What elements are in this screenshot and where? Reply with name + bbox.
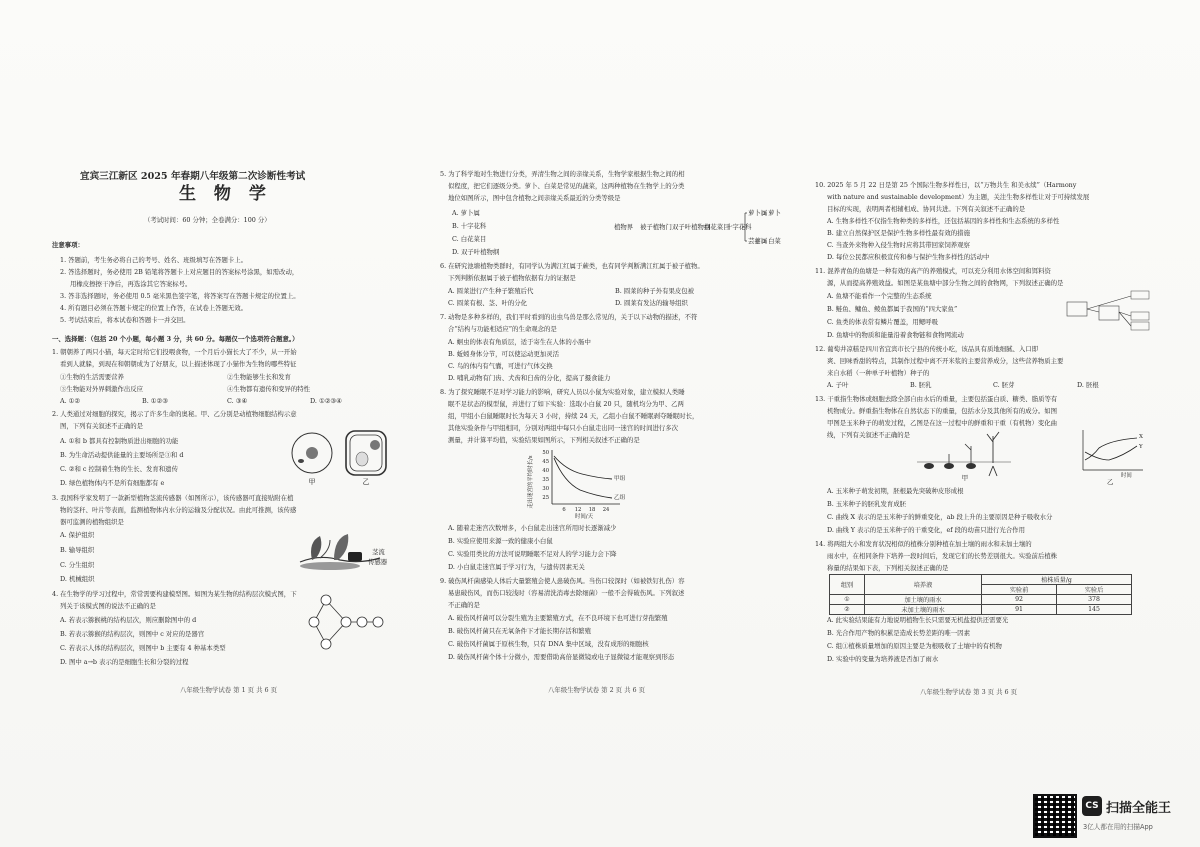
notice-line: 3. 答非选择题时，务必使用 0.5 毫米黑色签字笔，将答案写在答题卡规定的位置上。 [60, 292, 300, 300]
answer-choice: B. 玉米种子的胚乳发育成胚 [827, 500, 907, 508]
answer-choice: A. 破伤风杆菌可以分裂生殖为主要繁殖方式，在不良环境下也可进行芽孢繁殖 [448, 614, 668, 622]
answer-choice: B. 输导组织 [60, 546, 95, 554]
soil-icon [300, 562, 360, 570]
table-header: 培养液 [865, 575, 982, 595]
answer-choice: B. 圆莱的种子外有果皮包被 [615, 287, 695, 295]
y-tick: 35 [542, 477, 549, 483]
table-subheader: 实验后 [1057, 585, 1132, 595]
answer-choice: D. 机械组织 [60, 575, 95, 583]
question-text: 称量的结果如下表，下列相关叙述正确的是 [827, 564, 949, 572]
question-text: 9. 破伤风杆菌感染人体后大量繁殖会使人患破伤风。当伤口较深时（如被铁钉扎伤）容 [440, 577, 685, 585]
answer-choice: D. 哺乳动物有门齿、犬齿和臼齿的分化，提高了摄食能力 [448, 374, 611, 382]
page-2-column [440, 0, 792, 847]
answer-choice: A. 萝卜属 [452, 209, 480, 217]
tree-kingdom: 植物界 [614, 223, 634, 231]
answer-choice: B. 实验应使用来源一致的健康小白鼠 [448, 537, 553, 545]
curve-x [1085, 438, 1137, 460]
table-header: 植株质量/g [982, 575, 1132, 585]
series-line-jia [554, 456, 612, 479]
notice-line: 5. 考试结束后，将本试卷和答题卡一并交回。 [60, 316, 190, 324]
chart-xlabel: 时间 [1121, 473, 1132, 479]
answer-choice: D. 胚根 [1077, 381, 1099, 389]
table-cell: 92 [982, 595, 1057, 605]
answer-choice: C. 若表示人体的结构层次，则图中 b 主要有 4 种基本类型 [60, 644, 226, 652]
exam-info: （考试时间：60 分钟；全卷满分：100 分） [144, 216, 271, 224]
leaf-icon [334, 534, 348, 560]
answer-choice: B. 鲢鱼、鳙鱼、鲮鱼都属于我国的“四大家鱼” [827, 305, 958, 313]
question-text: 机物成分。鲜重指生物体在自然状态下的重量，包括水分及其他所有的成分。如图 [827, 407, 1058, 415]
answer-choice: C. 组①植株质量增加的原因主要是为根吸收了土壤中的有机物 [827, 642, 1002, 650]
answer-choice: D. 圆莱有发达的输导组织 [615, 299, 688, 307]
answer-choice: C. 分生组织 [60, 561, 95, 569]
food-web-diagram [1065, 288, 1165, 332]
series-label-yi: 乙组 [614, 495, 626, 501]
answer-choice: D. ①②③④ [310, 397, 342, 405]
mitochondria-icon [298, 459, 304, 463]
notice-heading: 注意事项： [52, 241, 84, 249]
table-cell: 未加土壤的雨水 [865, 605, 982, 615]
curve-x-label: X [1139, 434, 1143, 440]
series-label-jia: 甲组 [614, 476, 626, 482]
answer-choice: C. 鸟的体内有气囊，可进行气体交换 [448, 362, 553, 370]
node-d [341, 617, 351, 627]
answer-choice: B. 若表示猕猴的结构层次，则图中 c 对应的是器官 [60, 630, 205, 638]
answer-choice: C. 实验用类比的方法可说明睡眠不足对人的学习能力会下降 [448, 550, 617, 558]
question-text: 来自水稻（一种单子叶植物）种子的 [827, 369, 930, 377]
answer-choice: A. 子叶 [827, 381, 849, 389]
table-subheader: 实验前 [982, 585, 1057, 595]
classification-tree [612, 203, 782, 255]
subject-title: 生 物 学 [179, 184, 272, 204]
leaf-icon [311, 536, 321, 560]
x-tick: 12 [574, 507, 582, 513]
answer-choice: D. 每位公民都应积极宣传和参与保护生物多样性的活动中 [827, 253, 990, 261]
answer-choice: D. 绿色植物体内不是所有细胞都有 e [60, 479, 165, 487]
table-row [830, 605, 1132, 615]
answer-choice: A. 此实验结果能有力地说明植物生长只需要无机盐提供还需要光 [827, 616, 1009, 624]
y-tick: 30 [542, 486, 549, 492]
sensor-icon [348, 552, 362, 561]
answer-choice: B. 建立自然保护区是保护生物多样性最有效的措施 [827, 229, 970, 237]
weight-curve-chart [1077, 426, 1157, 486]
question-option: ②生物能够生长和发育 [227, 373, 291, 381]
qr-code-icon [1033, 794, 1077, 838]
y-tick: 50 [542, 450, 549, 456]
germination-figure [915, 426, 1015, 482]
answer-choice: A. 蛔虫的体表有角质层，适于寄生在人体的小肠中 [448, 338, 591, 346]
question-text: 似程度，把它们逐级分类。萝卜、白菜是常见的蔬菜，这两种植物在生物学上的分类 [448, 182, 685, 190]
table-row [830, 595, 1132, 605]
answer-choice: C. ②和 c 控制着生物的生长、发育和遗传 [60, 465, 178, 473]
question-option: ④生物都有遗传和变异的特性 [227, 385, 311, 393]
node-c [321, 639, 331, 649]
question-text: 甲图是玉米种子的萌发过程，乙图是在这一过程中的鲜重和干重（有机物）变化曲 [827, 419, 1058, 427]
question-text: 6. 在研究池塘植物类群时，有同学认为满江红属于蕨类，也有同学判断满江红属于被子植物。 [440, 262, 704, 270]
animal-cell-nucleus [306, 447, 318, 459]
tree-genus-lower: 芸薹属 [748, 237, 768, 245]
question-text: 7. 动物是多种多样的，我们平时看到的出虫鸟兽是那么常见的，关于以下动物的描述，不符 [440, 313, 698, 321]
answer-choice: B. 胚乳 [910, 381, 932, 389]
plant-cell-membrane [350, 435, 382, 471]
answer-choice: A. 随着走迷宫次数增多，小白鼠走出迷宫所用时长逐渐减少 [448, 524, 617, 532]
question-text: 14. 将两组大小和发育状况相似的植株分别种植在加土壤的雨水和未加土壤的 [815, 540, 1032, 548]
exam-header: 宜宾三江新区 2025 年春期八年级第二次诊断性考试 [80, 171, 306, 182]
question-text: 图，下列有关叙述不正确的是 [60, 422, 144, 430]
structure-model-diagram [306, 590, 390, 654]
node-b [309, 617, 319, 627]
node-a [321, 595, 331, 605]
page-1-column [52, 0, 397, 847]
question-text: 不正确的是 [448, 601, 480, 609]
section-heading: 一、选择题：（包括 20 个小题，每小题 3 分，共 60 分。每题仅一个选项符合题意。） [52, 335, 299, 343]
question-text: 5. 为了科学地对生物进行分类，弄清生物之间的亲缘关系，生物学家根据生物之间的相 [440, 170, 685, 178]
answer-choice: B. 蚯蚓身体分节，可以使运动更加灵活 [448, 350, 560, 358]
question-text: 1. 朝朝养了两只小猫，每天定时给它们投喂食物，一个月后小猫长大了不少，从一开始 [52, 348, 297, 356]
cell-diagram [284, 425, 396, 487]
question-text: 3. 我国科学家发明了一款新型植物茎流传感器（如图所示），该传感器可直接贴附在植 [52, 494, 294, 502]
page-footer: 八年级生物学试卷 第 1 页 共 6 页 [180, 686, 278, 694]
notice-line: 4. 所有题目必须在答题卡规定的位置上作答，在试卷上答题无效。 [60, 304, 248, 312]
question-text: 器可监测的植物组织是 [60, 518, 124, 526]
plant-cell-nucleus [370, 440, 380, 450]
question-text: 2. 人类通过对细胞的探究，揭示了许多生命的奥秘。甲、乙分别是动植物细胞结构示意 [52, 410, 297, 418]
scanner-slogan: 3亿人都在用的扫描App [1083, 823, 1153, 831]
answer-choice: A. 玉米种子萌发初期，胚根最先突破种皮形成根 [827, 487, 964, 495]
x-tick: 18 [588, 507, 596, 513]
question-text: with nature and sustainable development）为主题，关注生物多样性让对于可持续发展 [827, 193, 1090, 201]
question-text: 测量，并计算平均值，实验结果如图所示，下列相关叙述不正确的是 [448, 436, 640, 444]
answer-choice: C. ③④ [227, 397, 248, 405]
label-yi: 乙 [1107, 478, 1114, 486]
tree-phylum: 被子植物门 [640, 223, 672, 231]
answer-choice: D. 鱼塘中的物质和能量沿着食物链和食物网流动 [827, 331, 964, 339]
sensor-label-2: 传感器 [368, 558, 388, 566]
question-text: 10. 2025 年 5 月 22 日是第 25 个国际生物多样性日，以“万物共生 和美永续”（Harmony [815, 181, 1077, 189]
answer-choice: A. 鱼塘不能看作一个完整的生态系统 [827, 292, 932, 300]
sensor-illustration [290, 524, 394, 572]
notice-line: 用橡皮擦擦干净后，再选涂其它答案标号。 [70, 280, 192, 288]
curve-y [1085, 446, 1137, 460]
answer-choice: D. 曲线 Y 表示的是玉米种子的干重变化，ef 段的幼苗只进行光合作用 [827, 526, 1025, 534]
answer-choice: D. 图中 a→b 表示的是细胞生长和分裂的过程 [60, 658, 189, 666]
question-option: ③生物能对外界刺激作出反应 [60, 385, 144, 393]
notice-line: 2. 答选择题时，务必使用 2B 铅笔将答题卡上对应题目的答案标号涂黑，如需改动， [60, 268, 299, 276]
question-text: 下列判断依据属于被子植物依据有力的证据是 [448, 274, 576, 282]
seed-icon [966, 463, 976, 469]
label-jia: 甲 [961, 474, 969, 482]
node-e [357, 617, 367, 627]
question-text: 易患破伤风，而伤口较浅时（容易清洗消毒去除细菌）一般不会得破伤风。下列叙述 [448, 589, 685, 597]
question-text: 组，甲组小白鼠睡眠时长为每天 3 小时，持续 24 天，乙组小白鼠不睡眠剥夺睡眠时长， [448, 412, 699, 420]
answer-choice: A. 圆莱进行产生种子繁殖后代 [448, 287, 534, 295]
question-option: ①生物的生活需要营养 [60, 373, 124, 381]
maze-time-chart [526, 446, 646, 520]
tree-species-upper: 萝卜 [768, 209, 781, 217]
question-text: 物的茎秆、叶片等表面，监测植物体内水分的运输及分配状况。由此可推测，该传感 [60, 506, 297, 514]
question-text: 地位如图所示，图中包含植物之间亲缘关系最近的分类等级是 [448, 194, 621, 202]
chart-ylabel: 走出迷宫的平均时长/s [528, 455, 534, 509]
question-text: 爽、回味香甜的特点，其制作过程中离不开米浆的主要营养成分，这些营养物质主要 [827, 357, 1064, 365]
answer-choice: C. 圆莱有根、茎、叶的分化 [448, 299, 528, 307]
answer-choice: B. ①②③ [142, 397, 168, 405]
plant-mass-table [829, 574, 1132, 615]
table-header-row [830, 575, 1132, 585]
question-text: 其他实验条件与甲组相同，分别对两组中每只小白鼠走出同一迷宫的时间进行多次 [448, 424, 679, 432]
table-cell: 378 [1057, 595, 1132, 605]
answer-choice: D. 小白鼠走迷宫属于学习行为，与遗传因素无关 [448, 563, 585, 571]
question-text: 合“结构与功能相适应”的生命观念的是 [448, 325, 557, 333]
answer-choice: B. 破伤风杆菌只在无氧条件下才能长期存活和繁殖 [448, 627, 591, 635]
vacuole-icon [356, 452, 368, 466]
question-text: 目标的实现，表明两者相辅相成、协同共进。下列有关叙述不正确的是 [827, 205, 1026, 213]
page-footer: 八年级生物学试卷 第 3 页 共 6 页 [920, 688, 1018, 696]
table-cell: ① [830, 595, 865, 605]
tree-class: 双子叶植物纲 [672, 223, 711, 231]
table-cell: 145 [1057, 605, 1132, 615]
seed-icon [924, 463, 934, 469]
notice-line: 1. 答题前，考生务必将自己的考号、姓名、班级填写在答题卡上。 [60, 256, 248, 264]
table-cell: ② [830, 605, 865, 615]
x-tick: 24 [602, 507, 610, 513]
question-text: 看到人就躲，到现在和朝朝成为了好朋友，以上描述体现了小猫作为生物的哪些特征 [60, 360, 297, 368]
question-text: 列关于该模式图的说法不正确的是 [60, 602, 156, 610]
tree-species-lower: 白菜 [768, 237, 781, 245]
answer-choice: A. 生物多样性不仅指生物种类的多样性，还包括基因的多样性和生态系统的多样性 [827, 217, 1060, 225]
scanner-app-logo-icon: CS [1082, 796, 1102, 816]
x-tick: 6 [562, 507, 566, 513]
y-tick: 40 [542, 468, 549, 474]
table-header: 组别 [830, 575, 865, 595]
sensor-label-1: 茎流 [372, 548, 385, 556]
node-f [373, 617, 383, 627]
question-text: 线，下列有关叙述不正确的是 [827, 431, 911, 439]
answer-choice: B. 光合作用产物的积累是造成长势差距的唯一因素 [827, 629, 970, 637]
tree-genus-upper: 萝卜属 [748, 209, 768, 217]
answer-choice: C. 当查外来物种入侵生物时应将其带回家饲养观察 [827, 241, 970, 249]
label-yi: 乙 [362, 478, 370, 486]
y-tick: 45 [542, 459, 549, 465]
y-tick: 25 [542, 495, 549, 501]
answer-choice: D. 破伤风杆菌个体十分微小，需要借助高倍显微镜或电子显微镜才能观察到形态 [448, 653, 675, 661]
chart-xlabel: 时间/天 [575, 514, 593, 520]
answer-choice: C. 曲线 X 表示的是玉米种子的鲜重变化，ab 段上升的主要原因是种子吸收水分 [827, 513, 1053, 521]
question-text: 源，从而提高养殖效益。如图是某鱼塘中部分生物之间的食物网，下列叙述正确的是 [827, 279, 1064, 287]
seed-icon [944, 463, 954, 469]
answer-choice: D. 实验中的变量为培养液是否加了雨水 [827, 655, 939, 663]
answer-choice: A. ①② [60, 397, 81, 405]
answer-choice: A. 保护组织 [60, 531, 95, 539]
question-text: 雨水中，在相同条件下培养一段时间后，发现它们的长势差别很大。实验前后植株 [827, 552, 1058, 560]
answer-choice: B. 为生命活动提供能量的主要场所是③和 d [60, 451, 184, 459]
label-jia: 甲 [308, 478, 316, 486]
question-text: 8. 为了探究睡眠不足对学习能力的影响，研究人员以小鼠为实验对象，建立模拟人类睡 [440, 388, 685, 396]
question-text: 12. 葡萄井凉糕是四川省宜宾市长宁县的传统小吃，该品具有质地细腻、入口即 [815, 345, 1039, 353]
answer-choice: A. 若表示猕猴桃的结构层次，则应删除图中的 d [60, 616, 197, 624]
answer-choice: C. 鱼类的体表常有鳞片覆盖，用鳃呼吸 [827, 318, 938, 326]
question-text: 4. 在生物学的学习过程中，常常需要构建模型图。如图为某生物的结构层次模式图，下 [52, 590, 297, 598]
page-footer: 八年级生物学试卷 第 2 页 共 6 页 [548, 686, 646, 694]
tree-family: 十字花科 [726, 223, 752, 231]
tree-order: 白花菜目 [704, 223, 730, 231]
curve-y-label: Y [1139, 444, 1143, 450]
table-cell: 91 [982, 605, 1057, 615]
answer-choice: C. 胚芽 [993, 381, 1015, 389]
answer-choice: D. 双子叶植物纲 [452, 248, 500, 256]
answer-choice: C. 白花菜目 [452, 235, 487, 243]
question-text: 13. 干重指生物体或细胞去除全部自由水后的重量，主要包括蛋白质、糖类、脂质等有 [815, 395, 1058, 403]
page-3-column [815, 0, 1170, 847]
table-cell: 加土壤的雨水 [865, 595, 982, 605]
answer-choice: A. ①和 b 都具有控制物质进出细胞的功能 [60, 437, 179, 445]
answer-choice: C. 破伤风杆菌属于原核生物，只有 DNA 集中区域，没有成形的细胞核 [448, 640, 649, 648]
question-text: 11. 混养青鱼的鱼塘是一种有效的高产的养殖模式，可以充分利用水体空间和饵料资 [815, 267, 1051, 275]
scanner-brand-name: 扫描全能王 [1106, 801, 1172, 816]
question-text: 眠不足状态的模型鼠，并进行了如下实验：选取小白鼠 20 只，随机均分为甲、乙两 [448, 400, 684, 408]
seedling-icon [987, 432, 999, 476]
answer-choice: B. 十字花科 [452, 222, 487, 230]
